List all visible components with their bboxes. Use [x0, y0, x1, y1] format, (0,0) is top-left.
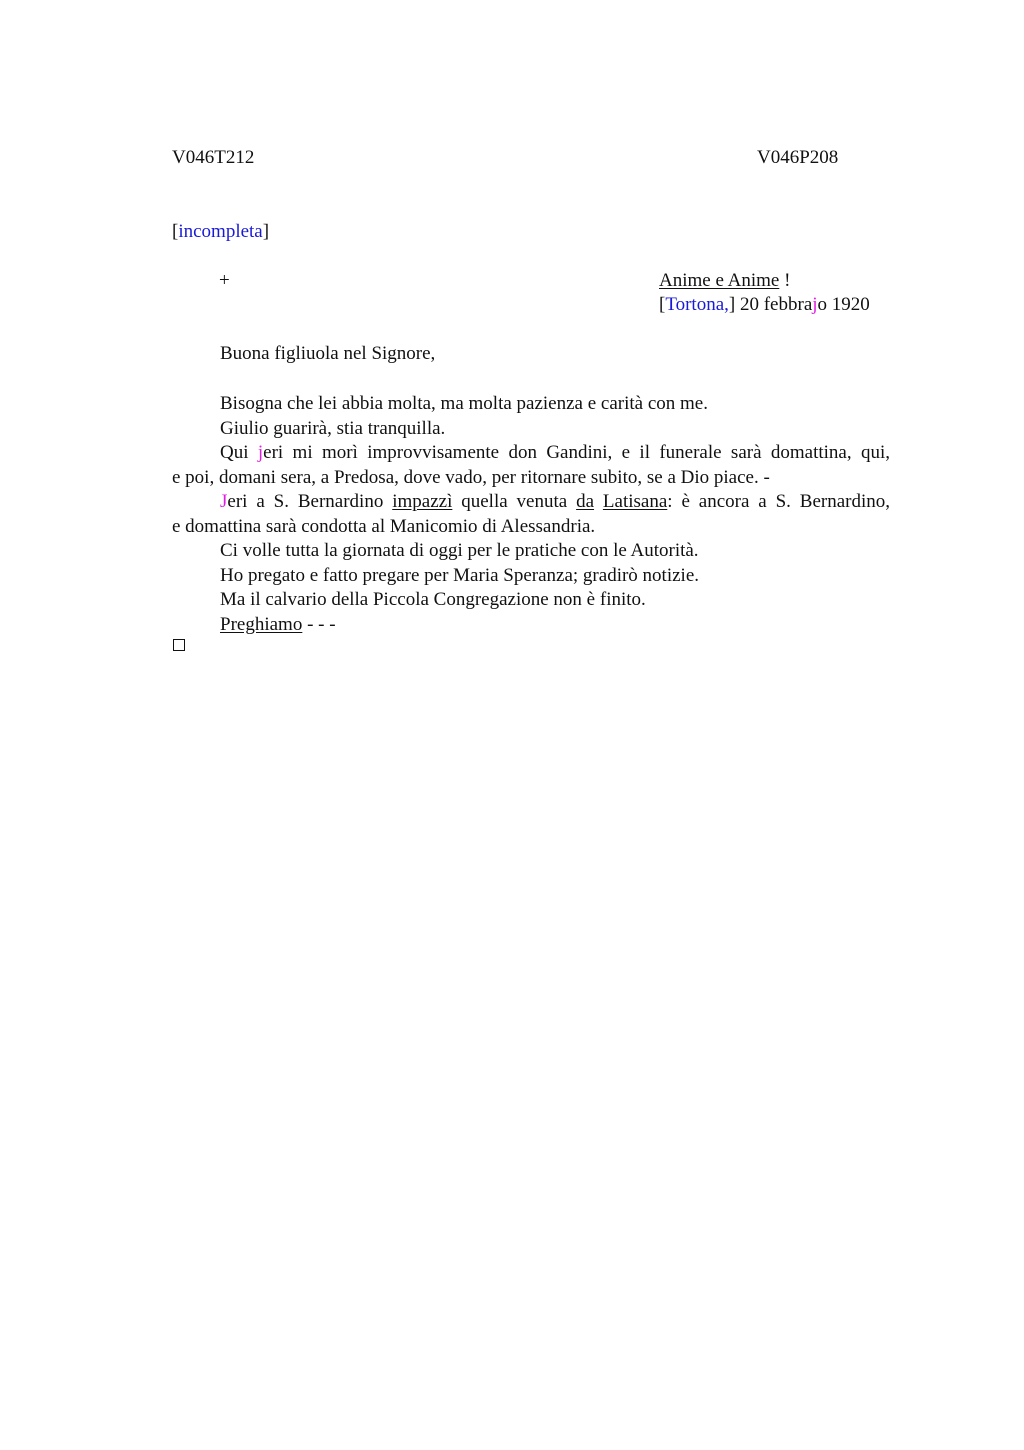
place-name: Tortona, [665, 294, 729, 315]
underlined-word: da [576, 491, 595, 512]
motto-line [659, 269, 790, 293]
end-mark-square [173, 639, 185, 651]
text-segment [594, 491, 603, 512]
underlined-word: Latisana [602, 491, 668, 512]
letter-j: j [257, 442, 264, 463]
body-line: Giulio guarirà, stia tranquilla. [220, 417, 446, 439]
letter-j: J [220, 491, 228, 512]
body-line [172, 490, 890, 515]
place-open-bracket: [ [659, 294, 666, 315]
body-line: e domattina sarà condotta al Manicomio di Alessandria. [172, 515, 596, 537]
body-line: Ho pregato e fatto pregare per Maria Speranza; gradirò notizie. [220, 564, 699, 586]
underlined-word: impazzì [392, 491, 453, 512]
text-segment: eri a S. Bernardino [227, 491, 393, 512]
motto: Anime e Anime [659, 270, 780, 291]
status-open-bracket: [ [172, 221, 179, 242]
salutation: Buona figliuola nel Signore, [220, 343, 436, 364]
place-date-line [659, 293, 870, 317]
closing-dashes: - - - [302, 613, 336, 635]
body-line: Bisogna che lei abbia molta, ma molta pazienza e carità con me. [220, 393, 708, 414]
motto-suffix: ! [779, 270, 791, 291]
text-segment: Qui [220, 442, 258, 463]
body-line: Ci volle tutta la giornata di oggi per le pratiche con le Autorità. [220, 540, 699, 561]
closing-line [172, 613, 890, 638]
date-part-1: 20 febbra [735, 294, 813, 315]
document-code-right: V046P208 [757, 147, 839, 168]
status-note [172, 220, 269, 244]
body-line [172, 441, 890, 466]
closing-word: Preghiamo [220, 613, 303, 635]
text-segment: quella venuta [452, 491, 577, 512]
document-code-left: V046T212 [172, 147, 255, 168]
status-label: incompleta [178, 221, 263, 242]
letter-body [172, 392, 890, 637]
place-close-bracket: ] [728, 294, 736, 315]
text-segment: : è ancora a S. Bernardino, [667, 491, 891, 512]
text-segment: eri mi morì improvvisamente don Gandini, e il funerale sarà domattina, qui, [263, 442, 890, 463]
date-letter-j: j [812, 294, 818, 315]
date-part-2: o 1920 [817, 294, 870, 315]
status-close-bracket: ] [262, 221, 270, 242]
body-line: e poi, domani sera, a Predosa, dove vado, per ritornare subito, se a Dio piace. - [172, 466, 770, 488]
body-line: Ma il calvario della Piccola Congregazione non è finito. [220, 589, 646, 610]
cross-mark: + [219, 270, 230, 291]
